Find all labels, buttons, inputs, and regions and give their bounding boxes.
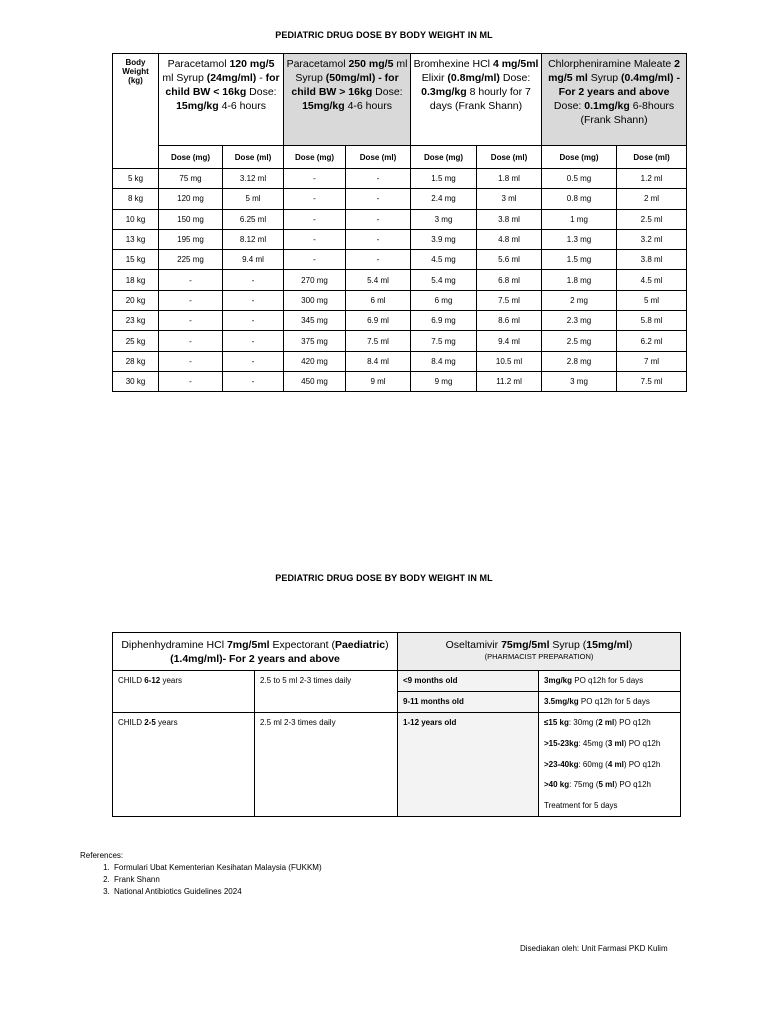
subheader-row xyxy=(113,146,687,169)
dose-cell: 0.5 mg xyxy=(542,169,617,189)
diph-age-6-12: CHILD 6-12 years xyxy=(113,671,255,713)
osel-age-9-11m: 9-11 months old xyxy=(398,692,539,713)
oseltamivir-dose-line: >15-23kg: 45mg (3 ml) PO q12h xyxy=(544,738,661,748)
reference-item: 2. Frank Shann xyxy=(112,874,322,886)
drug-header-paracetamol-250: Paracetamol 250 mg/5 ml Syrup (50mg/ml) - for child BW > 16kg Dose: 15mg/kg 4-6 hours xyxy=(284,54,411,146)
oseltamivir-dose-line: 3.5mg/kg PO q12h for 5 days xyxy=(544,697,650,706)
dose-cell: 6.2 ml xyxy=(617,331,687,351)
oseltamivir-dose-line: 3mg/kg PO q12h for 5 days xyxy=(544,676,644,685)
dose-cell: 75 mg xyxy=(159,169,223,189)
body-weight-cell: 30 kg xyxy=(113,371,159,391)
dose-cell: 2 ml xyxy=(617,189,687,209)
dose-cell: 7.5 ml xyxy=(346,331,411,351)
subheader-dose-mg: Dose (mg) xyxy=(284,146,346,169)
table-row xyxy=(113,331,687,351)
table-row xyxy=(113,229,687,249)
dose-cell: 3 mg xyxy=(542,371,617,391)
dose-cell: - xyxy=(346,189,411,209)
body-weight-cell: 20 kg xyxy=(113,290,159,310)
dose-cell: 420 mg xyxy=(284,351,346,371)
dose-cell: 7.5 mg xyxy=(411,331,477,351)
dose-cell: - xyxy=(346,250,411,270)
dose-cell: - xyxy=(284,189,346,209)
dose-cell: 3.12 ml xyxy=(223,169,284,189)
body-weight-cell: 25 kg xyxy=(113,331,159,351)
dose-cell: - xyxy=(223,351,284,371)
dose-cell: 195 mg xyxy=(159,229,223,249)
table-row xyxy=(113,290,687,310)
dose-cell: 9.4 ml xyxy=(477,331,542,351)
dose-cell: 6.25 ml xyxy=(223,209,284,229)
dose-cell: 7.5 ml xyxy=(617,371,687,391)
dose-cell: 7 ml xyxy=(617,351,687,371)
dose-cell: 5.4 mg xyxy=(411,270,477,290)
dose-cell: - xyxy=(223,331,284,351)
subheader-dose-ml: Dose (ml) xyxy=(617,146,687,169)
dose-cell: 8.4 mg xyxy=(411,351,477,371)
dose-cell: 9 ml xyxy=(346,371,411,391)
oseltamivir-dose-line: >23-40kg: 60mg (4 ml) PO q12h xyxy=(544,759,661,769)
dose-cell: 3.8 ml xyxy=(617,250,687,270)
dose-table-age xyxy=(112,632,681,817)
dose-cell: - xyxy=(284,250,346,270)
dose-cell: 375 mg xyxy=(284,331,346,351)
table-row xyxy=(113,209,687,229)
dose-cell: 1.5 mg xyxy=(411,169,477,189)
drug-header-chlorpheniramine: Chlorpheniramine Maleate 2 mg/5 ml Syrup (0.4mg/ml) - For 2 years and above Dose: 0.1mg/kg 6-8hours (Frank Shann) xyxy=(542,54,687,146)
dose-cell: - xyxy=(159,270,223,290)
dose-cell: - xyxy=(223,290,284,310)
table-row xyxy=(113,270,687,290)
diph-age-2-5: CHILD 2-5 years xyxy=(113,713,255,817)
body-weight-cell: 5 kg xyxy=(113,169,159,189)
table-row xyxy=(113,311,687,331)
dose-cell: 4.5 ml xyxy=(617,270,687,290)
dose-cell: - xyxy=(284,169,346,189)
osel-dose-1-12y xyxy=(539,713,681,817)
osel-age-1-12y: 1-12 years old xyxy=(398,713,539,817)
dose-cell: 1.5 mg xyxy=(542,250,617,270)
diph-dose-6-12: 2.5 to 5 ml 2-3 times daily xyxy=(255,671,398,713)
dose-cell: 4.5 mg xyxy=(411,250,477,270)
dose-cell: 2.8 mg xyxy=(542,351,617,371)
dose-cell: 2 mg xyxy=(542,290,617,310)
dose-cell: - xyxy=(223,371,284,391)
oseltamivir-dose-line: Treatment for 5 days xyxy=(544,801,618,811)
dose-cell: 300 mg xyxy=(284,290,346,310)
dose-cell: 6.9 mg xyxy=(411,311,477,331)
dose-cell: 0.8 mg xyxy=(542,189,617,209)
subheader-dose-ml: Dose (ml) xyxy=(346,146,411,169)
footer-prepared-by: Disediakan oleh: Unit Farmasi PKD Kulim xyxy=(520,944,668,953)
dose-cell: 8.4 ml xyxy=(346,351,411,371)
dose-cell: - xyxy=(346,209,411,229)
diph-dose-2-5: 2.5 ml 2-3 times daily xyxy=(255,713,398,817)
oseltamivir-dose-line: ≤15 kg: 30mg (2 ml) PO q12h xyxy=(544,718,651,727)
table-row xyxy=(113,250,687,270)
dose-cell: - xyxy=(159,290,223,310)
page-title-2: PEDIATRIC DRUG DOSE BY BODY WEIGHT IN ML xyxy=(275,573,493,583)
dose-cell: 10.5 ml xyxy=(477,351,542,371)
dose-table-weight xyxy=(112,53,687,392)
dose-cell: - xyxy=(159,331,223,351)
dose-cell: 450 mg xyxy=(284,371,346,391)
dose-cell: - xyxy=(346,229,411,249)
dose-cell: 5.6 ml xyxy=(477,250,542,270)
body-weight-cell: 15 kg xyxy=(113,250,159,270)
dose-cell: - xyxy=(284,209,346,229)
body-weight-cell: 13 kg xyxy=(113,229,159,249)
dose-cell: 4.8 ml xyxy=(477,229,542,249)
osel-age-under-9m: <9 months old xyxy=(398,671,539,692)
dose-cell: 2.5 mg xyxy=(542,331,617,351)
dose-cell: 6 mg xyxy=(411,290,477,310)
dose-cell: - xyxy=(159,371,223,391)
dose-cell: 3.9 mg xyxy=(411,229,477,249)
oseltamivir-header: Oseltamivir 75mg/5ml Syrup (15mg/ml) (PHARMACIST PREPARATION) xyxy=(398,633,681,671)
dose-cell: 8.12 ml xyxy=(223,229,284,249)
dose-cell: 2.3 mg xyxy=(542,311,617,331)
dose-cell: 120 mg xyxy=(159,189,223,209)
dose-cell: 6.8 ml xyxy=(477,270,542,290)
references-list xyxy=(80,862,322,898)
dose-cell: 3.8 ml xyxy=(477,209,542,229)
oseltamivir-dose-line: >40 kg: 75mg (5 ml) PO q12h xyxy=(544,780,651,790)
dose-cell: 5.4 ml xyxy=(346,270,411,290)
body-weight-cell: 18 kg xyxy=(113,270,159,290)
body-weight-header: Body Weight (kg) xyxy=(113,54,159,169)
dose-cell: 2.5 ml xyxy=(617,209,687,229)
references xyxy=(80,850,322,898)
dose-cell: 6.9 ml xyxy=(346,311,411,331)
dose-cell: 8.6 ml xyxy=(477,311,542,331)
dose-cell: 1.2 ml xyxy=(617,169,687,189)
dose-cell: 5 ml xyxy=(617,290,687,310)
dose-cell: 2.4 mg xyxy=(411,189,477,209)
dose-cell: 225 mg xyxy=(159,250,223,270)
diphenhydramine-header: Diphenhydramine HCl 7mg/5ml Expectorant (Paediatric) (1.4mg/ml)- For 2 years and above xyxy=(113,633,398,671)
table-row xyxy=(113,169,687,189)
dose-cell: 11.2 ml xyxy=(477,371,542,391)
drug-header-bromhexine: Bromhexine HCl 4 mg/5ml Elixir (0.8mg/ml) Dose: 0.3mg/kg 8 hourly for 7 days (Frank Shann) xyxy=(411,54,542,146)
subheader-dose-ml: Dose (ml) xyxy=(477,146,542,169)
dose-cell: 9.4 ml xyxy=(223,250,284,270)
dose-cell: 345 mg xyxy=(284,311,346,331)
osel-dose-9-11m xyxy=(539,692,681,713)
references-label: References: xyxy=(80,851,124,860)
body-weight-cell: 10 kg xyxy=(113,209,159,229)
dose-cell: - xyxy=(284,229,346,249)
dose-cell: 5 ml xyxy=(223,189,284,209)
dose-cell: 1 mg xyxy=(542,209,617,229)
reference-item: 1. Formulari Ubat Kementerian Kesihatan Malaysia (FUKKM) xyxy=(112,862,322,874)
table-row xyxy=(113,351,687,371)
page-title-1: PEDIATRIC DRUG DOSE BY BODY WEIGHT IN ML xyxy=(275,30,493,40)
body-weight-cell: 23 kg xyxy=(113,311,159,331)
drug-header-paracetamol-120: Paracetamol 120 mg/5 ml Syrup (24mg/ml) - for child BW < 16kg Dose: 15mg/kg 4-6 hours xyxy=(159,54,284,146)
dose-cell: 5.8 ml xyxy=(617,311,687,331)
dose-cell: 1.3 mg xyxy=(542,229,617,249)
dose-cell: - xyxy=(346,169,411,189)
osel-dose-under-9m xyxy=(539,671,681,692)
dose-cell: 6 ml xyxy=(346,290,411,310)
reference-item: 3. National Antibiotics Guidelines 2024 xyxy=(112,886,322,898)
dose-cell: 3 ml xyxy=(477,189,542,209)
dose-cell: - xyxy=(159,351,223,371)
subheader-dose-mg: Dose (mg) xyxy=(411,146,477,169)
table-row xyxy=(113,371,687,391)
dose-cell: - xyxy=(159,311,223,331)
dose-cell: 3 mg xyxy=(411,209,477,229)
body-weight-cell: 28 kg xyxy=(113,351,159,371)
pharmacist-preparation-note: (PHARMACIST PREPARATION) xyxy=(484,652,594,661)
dose-cell: 1.8 ml xyxy=(477,169,542,189)
body-weight-cell: 8 kg xyxy=(113,189,159,209)
dose-cell: - xyxy=(223,270,284,290)
dose-cell: 150 mg xyxy=(159,209,223,229)
subheader-dose-mg: Dose (mg) xyxy=(159,146,223,169)
subheader-dose-mg: Dose (mg) xyxy=(542,146,617,169)
subheader-dose-ml: Dose (ml) xyxy=(223,146,284,169)
dose-cell: - xyxy=(223,311,284,331)
dose-cell: 270 mg xyxy=(284,270,346,290)
dose-cell: 7.5 ml xyxy=(477,290,542,310)
dose-cell: 3.2 ml xyxy=(617,229,687,249)
dose-cell: 1.8 mg xyxy=(542,270,617,290)
table-row xyxy=(113,189,687,209)
dose-cell: 9 mg xyxy=(411,371,477,391)
